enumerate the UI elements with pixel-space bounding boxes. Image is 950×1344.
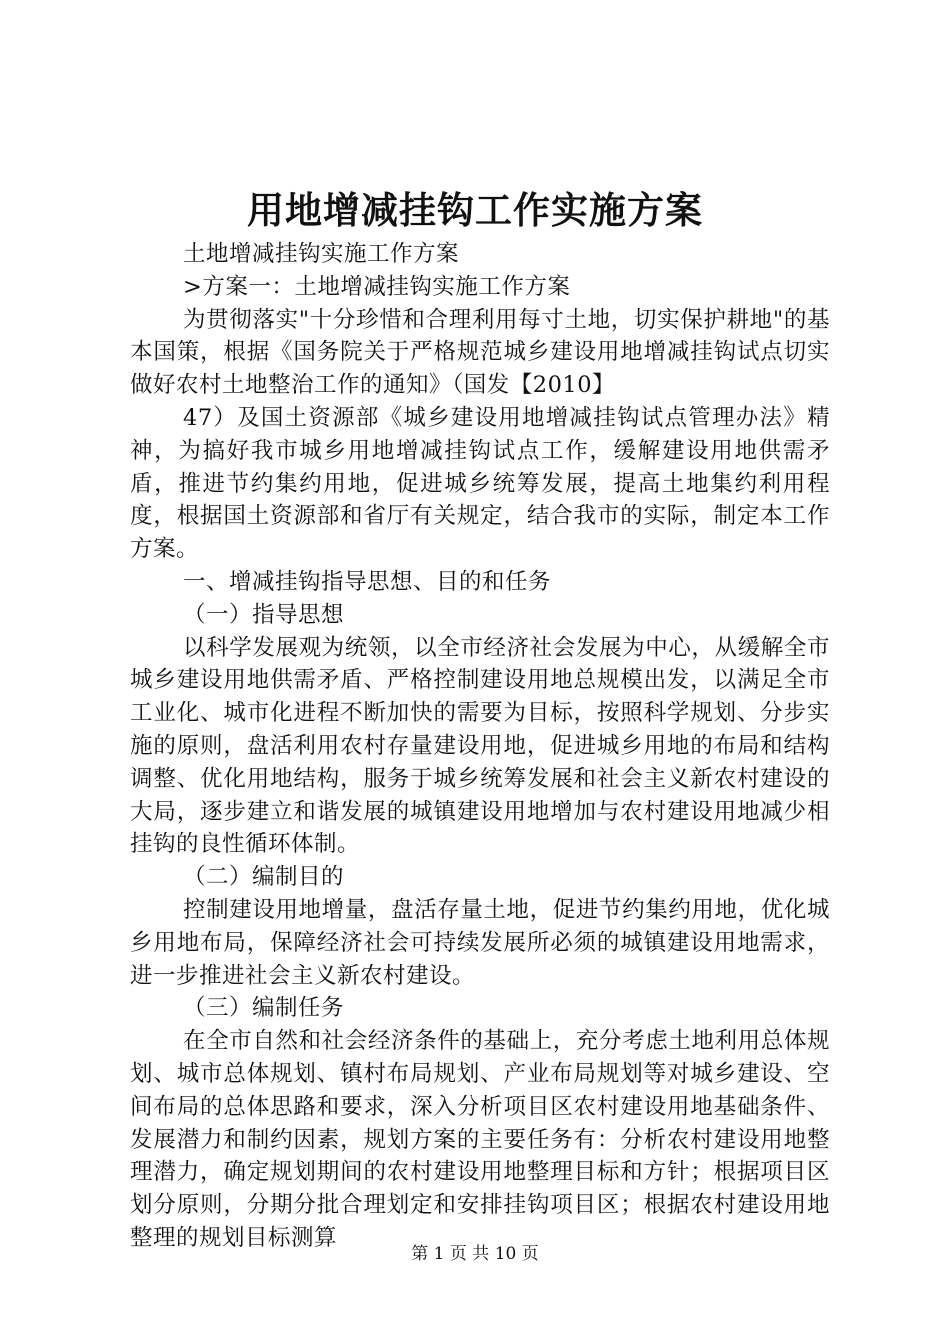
document-title: 用地增减挂钩工作实施方案 <box>247 188 703 232</box>
paragraph-purpose: 控制建设用地增量，盘活存量土地，促进节约集约用地，优化城乡用地布局，保障经济社会可持续发展所必须的城镇建设用地需求，进一步推进社会主义新农村建设。 <box>130 896 830 989</box>
subsection-heading-guiding-thought: （一）指导思想 <box>183 601 345 628</box>
paragraph-intro-continued: 47）及国土资源部《城乡建设用地增减挂钩试点管理办法》精神，为搞好我市城乡用地增减挂钩试点工作，缓解建设用地供需矛盾，推进节约集约用地，促进城乡统筹发展，提高土地集约利用程度，根据国土资源部和省厅有关规定，结合我市的实际，制定本工作方案。 <box>130 404 830 563</box>
subsection-heading-purpose: （二）编制目的 <box>183 864 345 891</box>
paragraph-intro: 为贯彻落实"十分珍惜和合理利用每寸土地，切实保护耕地"的基本国策，根据《国务院关于严格规范城乡建设用地增减挂钩试点切实做好农村土地整治工作的通知》（国发【2010】 <box>130 306 830 399</box>
subsection-heading-tasks: （三）编制任务 <box>183 995 345 1022</box>
paragraph-subtitle: 土地增减挂钩实施工作方案 <box>183 241 460 267</box>
document-body <box>130 238 830 1255</box>
page-footer: 第 1 页 共 10 页 <box>411 1244 539 1264</box>
paragraph-guiding-thought: 以科学发展观为统领，以全市经济社会发展为中心，从缓解全市城乡建设用地供需矛盾、严格控制建设用地总规模出发，以满足全市工业化、城市化进程不断加快的需要为目标，按照科学规划、分步实施的原则，盘活利用农村存量建设用地，促进城乡用地的布局和结构调整、优化用地结构，服务于城乡统筹发展和社会主义新农村建设的大局，逐步建立和谐发展的城镇建设用地增加与农村建设用地减少相挂钩的良性循环体制。 <box>130 634 830 858</box>
paragraph-plan-one-heading: >方案一：土地增减挂钩实施工作方案 <box>183 273 571 300</box>
paragraph-tasks: 在全市自然和社会经济条件的基础上，充分考虑土地利用总体规划、城市总体规划、镇村布局规划、产业布局规划等对城乡建设、空间布局的总体思路和要求，深入分析项目区农村建设用地基础条件、发展潜力和制约因素，规划方案的主要任务有：分析农村建设用地整理潜力，确定规划期间的农村建设用地整理目标和方针；根据项目区划分原则，分期分批合理划定和安排挂钩项目区；根据农村建设用地整理的规划目标测算 <box>130 1028 830 1251</box>
section-heading-1: 一、增减挂钩指导思想、目的和任务 <box>183 568 552 595</box>
